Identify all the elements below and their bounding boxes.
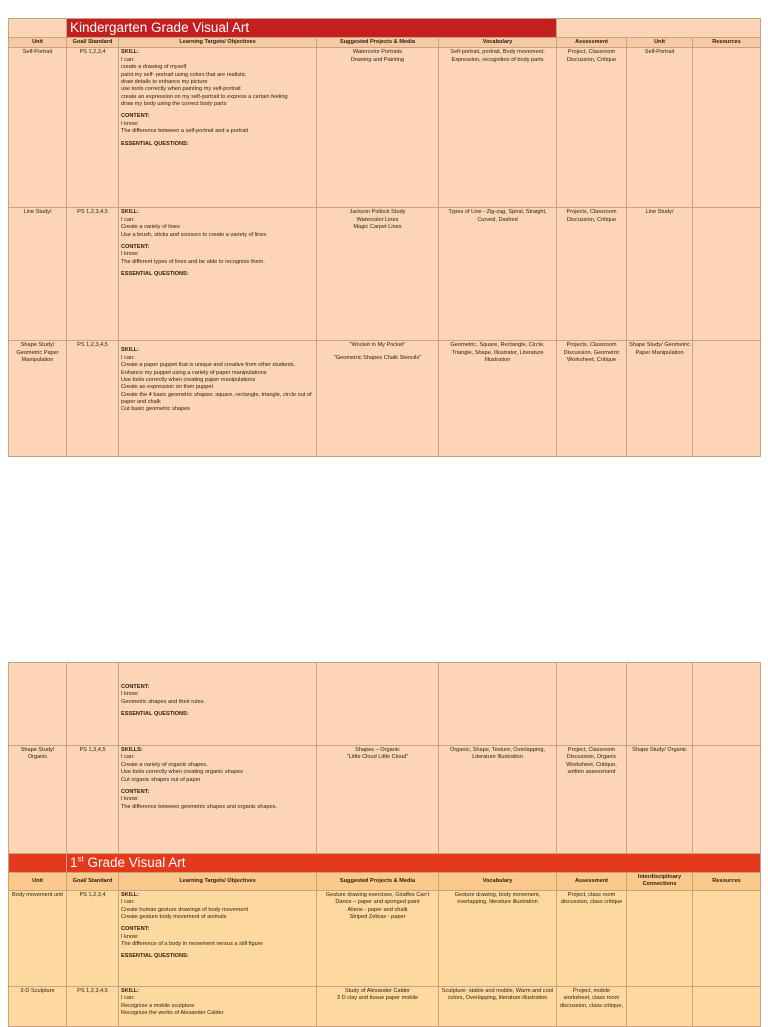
project-line: Study of Alexander Calder [345,987,410,994]
continuation-table [8,662,761,1027]
table-row [9,341,761,457]
objectives-cell [119,341,317,457]
vocabulary-cell: Self-portrait, portrait, Body movement, Expression, recognition of body parts [439,48,557,208]
assessment-cell: Project, class room discussion, class critique [557,890,627,986]
unit-cell: Line Study/ [9,208,67,341]
col-header-resources: Resources [693,38,761,48]
skill-line: paint my self- portrait using colors that are realistic [121,71,246,78]
unit-cell: Self-Portrait [9,48,67,208]
projects-cell [317,663,439,746]
skill-label: SKILLS: [121,747,143,753]
interdisciplinary-cell [627,986,693,1026]
project-line: Gesture drawing exercises, Giraffes Can't Dance – paper and sponged paint [325,891,430,906]
skill-label: SKILL: [121,891,140,898]
skill-line: Recognize a mobile sculpture [121,1002,195,1009]
col-header-assessment: Assessment [557,38,627,48]
skill-line: Cut organic shapes out of paper [121,776,201,783]
first-grade-title [67,854,761,873]
unit-cell-2 [627,663,693,746]
table-row [9,746,761,854]
goal-cell: PS 1,2,3,4 [67,48,119,208]
project-line: Aliens - paper and chalk [347,906,408,913]
projects-cell [317,208,439,341]
content-line: I know: [121,933,139,940]
vocabulary-cell: Types of Line - Zig-zag, Spiral, Straight, Curved, Dashed [439,208,557,341]
skill-line: Use tools correctly when creating organic shapes [121,769,243,776]
goal-cell: PS 1,2,3,4,5 [67,208,119,341]
vocabulary-cell: Geometric, Square, Rectangle, Circle, Triangle, Shape, Illustrator, Literature Illustration [439,341,557,457]
table-row [9,986,761,1026]
content-line: I know: [121,796,139,803]
assessment-cell: Projects, Classroom Discussion, Geometric Worksheet, Critique [557,341,627,457]
skill-line: Recognize the works of Alexander Calder [121,1009,224,1016]
skill-line: create a drawing of myself [121,64,187,71]
content-line: The difference between a self-portrait and a portrait [121,128,249,135]
col-header-targets: Learning Targets/ Objectives [119,873,317,891]
goal-cell: PS 1,2,3,4,5 [67,986,119,1026]
content-label: CONTENT: [121,926,150,933]
kindergarten-section [8,18,760,457]
content-label: CONTENT: [121,788,150,795]
unit-cell-2: Line Study/ [627,208,693,341]
skill-line: use tools correctly when painting my self-portrait [121,86,241,93]
content-line: The different types of lines and be able to recognize them. [121,258,265,265]
vocabulary-cell: Gesture drawing, body movement, overlapping, literature illustration [439,890,557,986]
resources-cell [693,746,761,854]
content-line: I know: [121,120,139,127]
skill-label: SKILL: [121,49,140,56]
content-line: The difference of a body in movement versus a still figure [121,941,263,947]
skill-line: Create a paper puppet that is unique and creative from other students. [121,362,296,369]
projects-cell [317,746,439,854]
content-label: CONTENT: [121,243,150,250]
project-line: 3 D clay and tissue paper mobile [336,995,419,1002]
unit-cell: 3-D Sculpture [9,986,67,1026]
project-line: Drawing and Painting [350,56,405,63]
unit-cell: Shape Study/ Organic [9,746,67,854]
unit-cell-2: Self-Portrait [627,48,693,208]
skill-line: I can: [121,995,135,1002]
project-line: Jackson Pollock Study [349,209,406,216]
skill-line: Use a brush, sticks and scissors to create a variety of lines [121,231,267,238]
col-header-goal: Goal/ Standard [67,38,119,48]
skill-line: create an expression on my self-portrait to express a certain feeling [121,93,288,100]
kindergarten-title: Kindergarten Grade Visual Art [67,19,557,38]
essential-questions-label: ESSENTIAL QUESTIONS: [121,953,189,960]
goal-cell: PS 1,3,4,5 [67,746,119,854]
project-line: "Wocket in My Pocket" [349,342,406,349]
kindergarten-table [8,18,761,457]
skill-line: Create human gesture drawings of body movement [121,906,249,913]
skill-line: I can: [121,216,135,223]
goal-cell: PS 1,2,3,4 [67,890,119,986]
skill-line: Create a variety of lines [121,224,180,231]
resources-cell [693,48,761,208]
interdisciplinary-cell [627,890,693,986]
goal-cell [67,663,119,746]
col-header-assessment: Assessment [557,873,627,891]
col-header-unit: Unit [9,873,67,891]
skill-line: I can: [121,899,135,906]
unit-cell [9,663,67,746]
project-line: "Geometric Shapes Chalk Stencils" [333,354,422,361]
objectives-cell [119,890,317,986]
col-header-targets: Learning Targets/ Objectives [119,38,317,48]
skill-line: Cut basic geometric shapes [121,406,191,413]
skill-line: Use tools correctly when creating paper manipulations [121,376,256,383]
table-row [9,663,761,746]
unit-cell: Shape Study/ Geometric Paper Manipulation [9,341,67,457]
title-number: 1 [70,855,78,871]
skill-line: Create an expression on their puppet [121,384,214,391]
resources-cell [693,208,761,341]
content-label: CONTENT: [121,684,150,690]
title-superscript: st [77,854,84,864]
project-line: Striped Zebras - paper [349,913,406,920]
vocabulary-cell: Organic, Shape, Texture, Overlapping, Literature Illustration [439,746,557,854]
first-grade-header-row [9,873,761,891]
project-line: Shapes – Organic [355,747,400,753]
essential-questions-label: ESSENTIAL QUESTIONS: [121,140,189,147]
continuation-section [8,662,760,1027]
col-header-interdisciplinary: Interdisciplinary Connections [627,873,693,891]
skill-line: draw my body using the correct body parts [121,101,227,107]
title-rest: Grade Visual Art [83,855,186,871]
skill-line: Create the 4 basic geometric shapes; square, rectangle, triangle, circle out of paper and chalk [121,391,312,405]
skill-line: Create gesture body movement of animals [121,913,227,920]
assessment-cell: Project, mobile worksheet, class room discussion, class critique, [557,986,627,1026]
essential-questions-label: ESSENTIAL QUESTIONS: [121,711,189,718]
skill-line: I can: [121,754,135,761]
objectives-cell [119,48,317,208]
project-line: Watercolor Portraits [352,49,403,56]
project-line: "Little Cloud Little Cloud" [346,754,409,761]
resources-cell [693,663,761,746]
unit-cell-2: Shape Study/ Organic [627,746,693,854]
table-row [9,890,761,986]
col-header-projects: Suggested Projects & Media [317,38,439,48]
projects-cell [317,986,439,1026]
assessment-cell [557,663,627,746]
content-label: CONTENT: [121,113,150,120]
col-header-goal: Goal/ Standard [67,873,119,891]
first-grade-banner-row [9,854,761,873]
table-row [9,208,761,341]
banner-blank-cell [9,19,67,38]
objectives-cell [119,663,317,746]
resources-cell [693,986,761,1026]
projects-cell [317,48,439,208]
assessment-cell: Project, Classroom Discussion, Critique [557,48,627,208]
content-line: The difference between geometric shapes and organic shapes. [121,803,277,810]
content-line: I know: [121,251,139,258]
col-header-projects: Suggested Projects & Media [317,873,439,891]
banner-blank-cell [9,854,67,873]
table-row [9,48,761,208]
banner-blank-cell [557,19,761,38]
kindergarten-header-row [9,38,761,48]
content-line: Geometric shapes and their rules. [121,698,205,705]
skill-line: draw details to enhance my picture [121,78,208,85]
skill-line: Create a variety of organic shapes. [121,761,208,768]
skill-line: I can: [121,56,135,63]
project-line: Magic Carpet Lines [353,224,402,231]
col-header-vocabulary: Vocabulary [439,38,557,48]
projects-cell [317,890,439,986]
objectives-cell [119,986,317,1026]
resources-cell [693,341,761,457]
goal-cell: PS 1,2,3,4,5 [67,341,119,457]
col-header-unit-2: Unit [627,38,693,48]
unit-cell-2: Shape Study/ Geometric Paper Manipulation [627,341,693,457]
skill-label: SKILL: [121,347,140,354]
skill-label: SKILL: [121,209,140,216]
skill-line: I can: [121,354,135,361]
vocabulary-cell [439,663,557,746]
unit-cell: Body movement unit [9,890,67,986]
assessment-cell: Project, Classroom Discussion, Organic Worksheet, Critique, written assessment [557,746,627,854]
project-line: Watercolor Lines [356,216,399,223]
col-header-vocabulary: Vocabulary [439,873,557,891]
assessment-cell: Projects, Classroom Discussion, Critique [557,208,627,341]
col-header-resources: Resources [693,873,761,891]
col-header-unit: Unit [9,38,67,48]
skill-line: Enhance my puppet using a variety of paper manipulations [121,369,267,376]
essential-questions-label: ESSENTIAL QUESTIONS: [121,271,189,277]
objectives-cell [119,746,317,854]
objectives-cell [119,208,317,341]
vocabulary-cell: Sculpture- stable and mobile, Warm and cool colors, Overlapping, literature illustration [439,986,557,1026]
projects-cell [317,341,439,457]
skill-label: SKILL: [121,987,140,994]
resources-cell [693,890,761,986]
content-line: I know: [121,691,139,698]
